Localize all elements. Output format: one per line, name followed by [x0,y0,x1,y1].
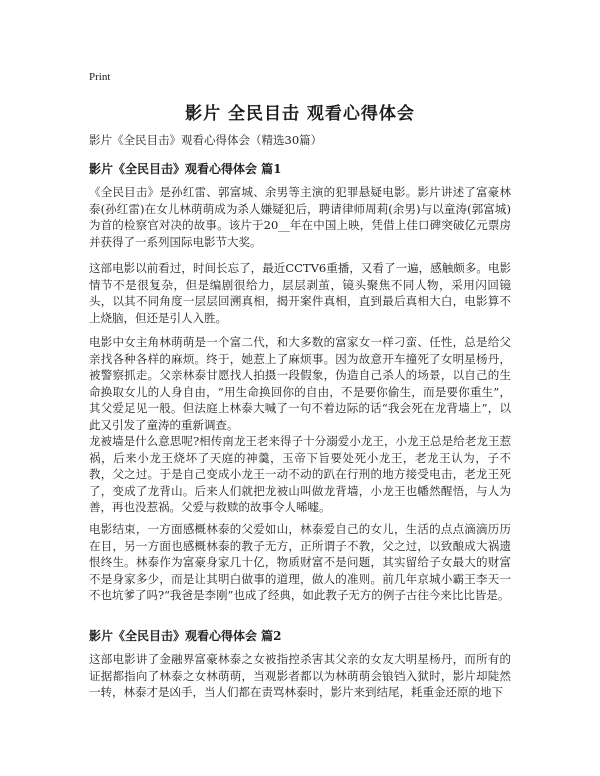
paragraph: 这部电影讲了金融界富豪林泰之女被指控杀害其父亲的女友大明星杨丹，而所有的证据都指向了林泰之女林萌萌，当观影者都以为林萌萌会锒铛入狱时，影片却陡然一转，林泰才是凶手，当人们都在责骂林泰时，影片来到结尾，耗重金还原的地下 [89,652,511,700]
page-title: 影片 全民目击 观看心得体会 [185,104,415,124]
paragraph: 电影结束，一方面感概林泰的父爱如山，林泰爱自己的女儿，生活的点点滴滴历历在目，另一方面也感概林泰的教子无方，正所谓子不教，父之过，以致酿成大祸遗恨终生。林泰作为富豪身家几十亿，物质财富不是问题，其实留给子女最大的财富不是身家多少，而是让其明白做事的道理，做人的准则。前几年京城小霸王李天一不也坑爹了吗?“我爸是李刚”也成了经典，如此教子无方的例子古往今来比比皆是。 [89,522,511,603]
document-subtitle: 影片《全民目击》观看心得体会（精选30篇） [89,133,323,147]
paragraph: 龙被墙是什么意思呢?相传南龙王老来得子十分溺爱小龙王，小龙王总是给老龙王惹祸，后来小龙王烧坏了天庭的神羹，玉帝下旨要处死小龙王，老龙王认为，子不教，父之过。于是自己变成小龙王一动不动的趴在行刑的地方接受电击，老龙王死了，变成了龙背山。后来人们就把龙被山叫做龙背墙，小龙王也幡然醒悟，与人为善，再也没惹祸。父爱与救赎的故事令人唏嘘。 [89,434,511,515]
paragraph: 这部电影以前看过，时间长忘了，最近CCTV6重播，又看了一遍，感触颇多。电影情节不是很复杂，但是编剧很给力，层层剥茧，镜头聚焦不同人物，采用闪回镜头，以其不同角度一层层回溯真相，揭开案件真相，直到最后真相大白，电影算不上烧脑，但还是引人入胜。 [89,261,511,325]
paragraph: 电影中女主角林萌萌是一个富二代，和大多数的富家女一样刁蛮、任性，总是给父亲找各种各样的麻烦。终于，她惹上了麻烦事。因为故意开车撞死了女明星杨丹，被警察抓走。父亲林泰甘愿找人拍摄一段假象，伪造自己杀人的场景，以自己的生命换取女儿的人身自由，“用生命换回你的自由，不是要你偷生，而是要你重生”，其父爱足见一般。但法庭上林泰大喊了一句不着边际的话“我会死在龙背墙上”，以此又引发了童涛的重新调查。 [89,335,511,432]
print-link[interactable]: Print [89,71,111,83]
section-heading-2: 影片《全民目击》观看心得体会 篇2 [89,629,282,643]
paragraph: 《全民目击》是孙红雷、郭富城、余男等主演的犯罪悬疑电影。影片讲述了富豪林泰(孙红雷)在女儿林萌萌成为杀人嫌疑犯后，聘请律师周莉(余男)与以童涛(郭富城)为首的检察官对决的故事。该片于20__年在中国上映，凭借上佳口碑突破亿元票房并获得了一系列国际电影节大奖。 [89,185,511,249]
section-heading-1: 影片《全民目击》观看心得体会 篇1 [89,162,282,176]
